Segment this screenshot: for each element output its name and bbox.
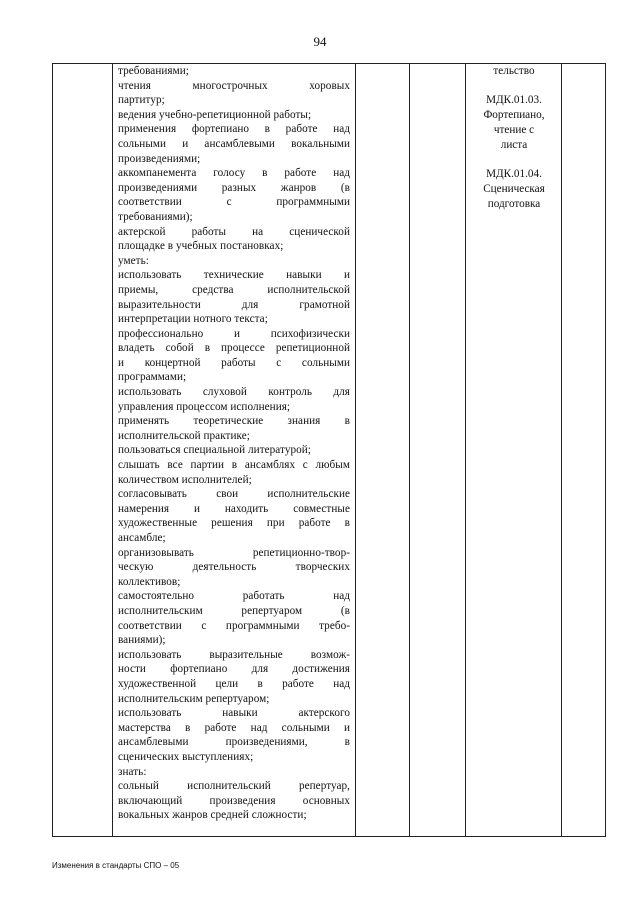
column-divider	[561, 64, 562, 836]
mdk-01-04-title: Сценическая	[483, 183, 545, 195]
text-line: пользоваться специальной литературой;	[118, 444, 311, 457]
text-line: требованиями);	[118, 210, 193, 223]
text-line: аккомпанемента голосу в работе над	[118, 167, 350, 180]
text-line: и концертной работы с сольными	[118, 356, 350, 369]
mdk-01-04-code: МДК.01.04.	[486, 168, 542, 180]
text-line: самостоятельно работать над	[118, 590, 350, 603]
page-number: 94	[313, 34, 327, 49]
column-divider	[355, 64, 356, 836]
column-divider	[112, 64, 113, 836]
mdk-01-03-title: листа	[500, 139, 528, 151]
text-line: сценических выступлениях;	[118, 750, 254, 763]
text-line: использовать навыки актерского	[118, 707, 350, 720]
text-line: программами;	[118, 371, 187, 384]
text-line: чтения многострочных хоровых	[118, 79, 350, 92]
text-line: ведения учебно-репетиционной работы;	[118, 108, 312, 121]
text-line: исполнительской практике;	[118, 429, 250, 442]
text-line: уметь:	[118, 254, 149, 267]
text-line: организовывать репетиционно-твор-	[118, 546, 350, 559]
text-line: управления процессом исполнения;	[118, 400, 291, 413]
text-line: применять теоретические знания в	[118, 415, 350, 428]
mdk-01-03-code: МДК.01.03.	[486, 94, 542, 106]
text-line: включающий произведения основных	[118, 794, 350, 807]
text-line: исполнительским репертуаром (в	[118, 604, 350, 617]
course-codes	[468, 64, 560, 212]
text-line: сольный исполнительский репертуар,	[118, 780, 350, 793]
text-line: сольными и ансамблевыми вокальными	[118, 137, 350, 150]
competencies-text	[118, 64, 350, 823]
mdk-01-04-title: подготовка	[487, 198, 541, 210]
text-line: владеть собой в процессе репетиционной	[118, 342, 350, 355]
text-line: количеством исполнителей;	[118, 473, 252, 486]
mdk-01-03-title: чтение с	[493, 124, 535, 136]
text-line: художественной цели в работе над	[118, 677, 350, 690]
text-line: согласовывать свои исполнительские	[118, 488, 350, 501]
text-line: коллективов;	[118, 575, 181, 588]
text-line: произведениями;	[118, 152, 201, 165]
column-divider	[465, 64, 466, 836]
text-line: профессионально и психофизически	[118, 327, 350, 340]
text-line: ансамблевыми произведениями, в	[118, 736, 350, 749]
text-line: партитур;	[118, 94, 165, 107]
text-line: площадке в учебных постановках;	[118, 240, 284, 253]
text-line: приемы, средства исполнительской	[118, 283, 350, 296]
text-line: требованиями;	[118, 65, 189, 77]
text-line: использовать выразительные возмож-	[118, 648, 350, 661]
column-divider	[409, 64, 410, 836]
code-column-continuation: тельство	[493, 65, 535, 77]
footer-note: Изменения в стандарты СПО – 05	[52, 861, 180, 870]
text-line: ности фортепиано для достижения	[118, 663, 350, 676]
text-line: произведениями разных жанров (в	[118, 181, 350, 194]
text-line: ансамбле;	[118, 532, 166, 544]
text-line: художественные решения при работе в	[118, 517, 350, 530]
mdk-01-03-title: Фортепиано,	[483, 109, 545, 121]
text-line: слышать все партии в ансамблях с любым	[118, 459, 350, 472]
text-line: мастерства в работе над сольными и	[118, 721, 350, 734]
text-line: ческую деятельность творческих	[118, 561, 350, 574]
text-line: актерской работы на сценической	[118, 225, 350, 238]
text-line: интерпретации нотного текста;	[118, 313, 268, 326]
text-line: соответствии с программными требо-	[118, 619, 350, 632]
text-line: использовать технические навыки и	[118, 269, 350, 282]
text-line: вокальных жанров средней сложности;	[118, 809, 307, 822]
text-line: знать:	[118, 765, 147, 778]
text-line: использовать слуховой контроль для	[118, 386, 350, 399]
text-line: ваниями);	[118, 634, 166, 647]
text-line: исполнительским репертуаром;	[118, 692, 270, 705]
text-line: применения фортепиано в работе над	[118, 123, 350, 136]
text-line: соответствии с программными	[118, 196, 350, 209]
text-line: выразительности для грамотной	[118, 298, 350, 311]
text-line: намерения и находить совместные	[118, 502, 350, 515]
